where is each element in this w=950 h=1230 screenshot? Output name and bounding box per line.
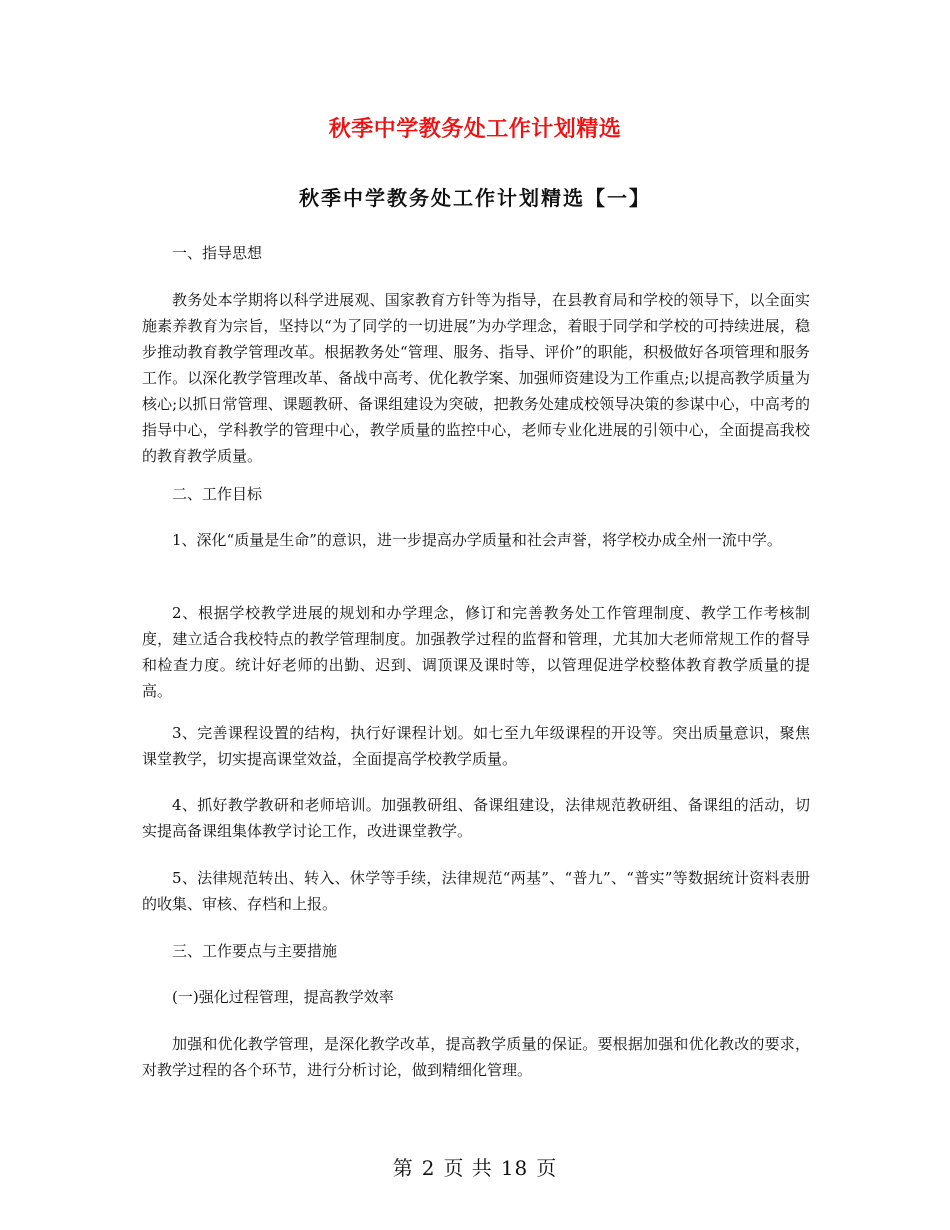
goal-item-3: 3、完善课程设置的结构，执行好课程计划。如七至九年级课程的开设等。突出质量意识，聚焦课堂教学，切实提高课堂效益，全面提高学校教学质量。 — [142, 724, 810, 768]
footer-total-pages: 18 — [500, 1156, 529, 1180]
goal-item-1: 1、深化“质量是生命”的意识，进一步提高办学质量和社会声誉，将学校办成全州一流中学。 — [172, 531, 782, 549]
document-title: 秋季中学教务处工作计划精选 — [328, 117, 622, 142]
goal-item-5: 5、法律规范转出、转入、休学等手续，法律规范“两基”、“普九”、“普实”等数据统计资料表册的收集、审核、存档和上报。 — [142, 869, 810, 913]
section-title: 秋季中学教务处工作计划精选【一】 — [299, 186, 651, 210]
heading-work-goals: 二、工作目标 — [172, 485, 263, 503]
footer-prefix: 第 — [392, 1156, 414, 1180]
page-footer — [0, 1152, 950, 1181]
subheading-process-management: (一)强化过程管理，提高教学效率 — [172, 988, 394, 1006]
footer-current-page: 2 — [421, 1156, 436, 1180]
footer-middle: 页 共 — [443, 1156, 493, 1180]
paragraph-guiding-ideology: 教务处本学期将以科学进展观、国家教育方针等为指导，在县教育局和学校的领导下，以全面实施素养教育为宗旨，坚持以“为了同学的一切进展”为办学理念，着眼于同学和学校的可持续进展，稳步推动教育教学管理改革。根据教务处“管理、服务、指导、评价”的职能，积极做好各项管理和服务工作。以深化教学管理改革、备战中高考、优化教学案、加强师资建设为工作重点;以提高教学质量为核心;以抓日常管理、课题教研、备课组建设为突破，把教务处建成校领导决策的参谋中心，中高考的指导中心，学科教学的管理中心，教学质量的监控中心，老师专业化进展的引领中心，全面提高我校的教育教学质量。 — [142, 291, 810, 465]
footer-suffix: 页 — [536, 1156, 558, 1180]
heading-key-points: 三、工作要点与主要措施 — [172, 942, 338, 960]
heading-guiding-ideology: 一、指导思想 — [172, 244, 263, 262]
goal-item-2: 2、根据学校教学进展的规划和办学理念，修订和完善教务处工作管理制度、教学工作考核制度，建立适合我校特点的教学管理制度。加强教学过程的监督和管理，尤其加大老师常规工作的督导和检查力度。统计好老师的出勤、迟到、调顶课及课时等，以管理促进学校整体教育教学质量的提高。 — [142, 604, 810, 700]
paragraph-process-management: 加强和优化教学管理，是深化教学改革，提高教学质量的保证。要根据加强和优化教改的要求，对教学过程的各个环节，进行分析讨论，做到精细化管理。 — [142, 1035, 810, 1079]
goal-item-4: 4、抓好教学教研和老师培训。加强教研组、备课组建设，法律规范教研组、备课组的活动，切实提高备课组集体教学讨论工作，改进课堂教学。 — [142, 796, 810, 840]
